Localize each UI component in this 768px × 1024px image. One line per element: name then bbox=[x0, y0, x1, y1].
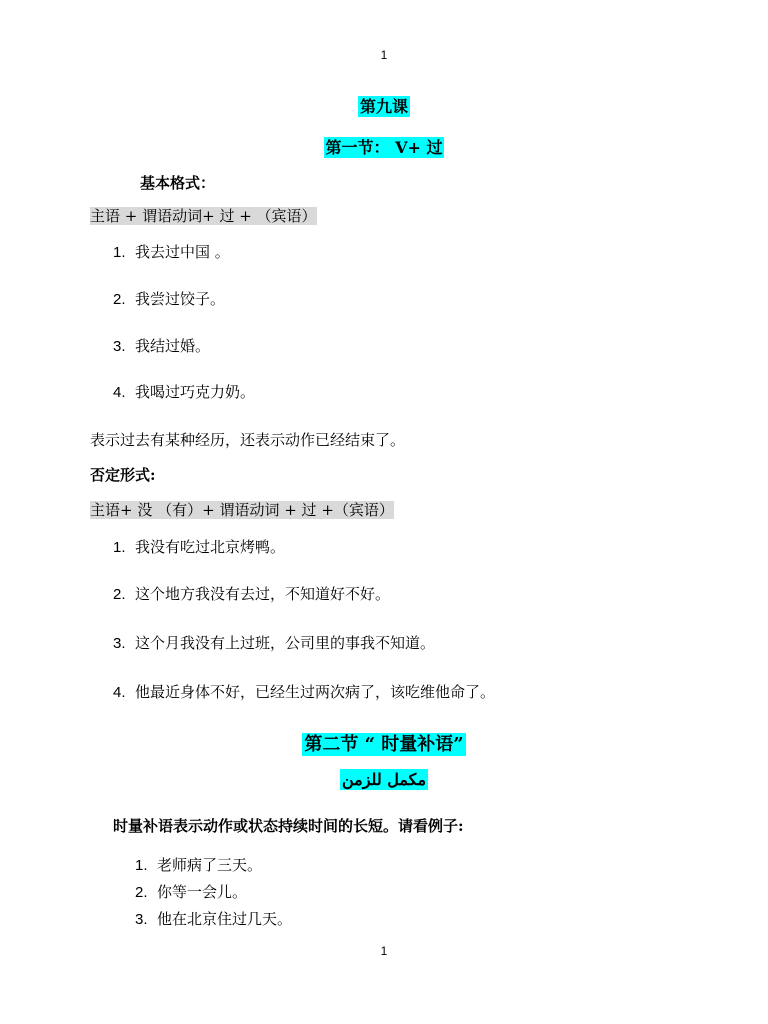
list-text: 你等一会儿。 bbox=[157, 883, 248, 901]
explanation: 表示过去有某种经历，还表示动作已经结束了。 bbox=[90, 431, 406, 449]
list-number: 2. bbox=[113, 291, 126, 308]
list-number: 1. bbox=[113, 539, 126, 556]
list-item bbox=[113, 381, 255, 402]
list-number: 2. bbox=[113, 586, 126, 603]
formula-text: 主语 + 谓语动词+ 过 + （宾语） bbox=[90, 207, 317, 225]
list-number: 4. bbox=[113, 384, 126, 401]
lesson-title bbox=[0, 94, 768, 117]
list-text: 我尝过饺子。 bbox=[135, 290, 226, 308]
list-number: 3. bbox=[135, 911, 148, 928]
formula bbox=[90, 205, 317, 226]
list-text: 我喝过巧克力奶。 bbox=[135, 383, 256, 401]
negative-formula bbox=[90, 499, 394, 520]
list-item bbox=[135, 854, 262, 875]
list-number: 3. bbox=[113, 635, 126, 652]
negative-formula-text: 主语+ 没 （有）+ 谓语动词 + 过 +（宾语） bbox=[90, 501, 394, 519]
list-number: 4. bbox=[113, 684, 126, 701]
list-number: 1. bbox=[113, 244, 126, 261]
list-text: 我结过婚。 bbox=[135, 337, 211, 355]
list-text: 我去过中国 。 bbox=[135, 243, 230, 261]
section2-intro: 时量补语表示动作或状态持续时间的长短。请看例子: bbox=[113, 817, 464, 835]
list-text: 这个月我没有上过班，公司里的事我不知道。 bbox=[135, 634, 436, 652]
arabic-subtitle-text: مكمل للزمن bbox=[341, 770, 427, 789]
lesson-title-text: 第九课 bbox=[359, 97, 408, 116]
page-number-top: 1 bbox=[380, 48, 388, 62]
list-item bbox=[113, 335, 210, 356]
list-text: 他最近身体不好，已经生过两次病了，该吃维他命了。 bbox=[135, 683, 496, 701]
list-number: 1. bbox=[135, 857, 148, 874]
list-item bbox=[113, 632, 435, 653]
list-item bbox=[113, 288, 225, 309]
list-item bbox=[113, 583, 390, 604]
section1-title bbox=[0, 135, 768, 158]
list-text: 我没有吃过北京烤鸭。 bbox=[135, 538, 286, 556]
list-number: 2. bbox=[135, 884, 148, 901]
list-item bbox=[135, 908, 292, 929]
negative-label: 否定形式: bbox=[90, 466, 156, 484]
list-item bbox=[113, 536, 285, 557]
list-text: 他在北京住过几天。 bbox=[157, 910, 293, 928]
section2-title bbox=[0, 730, 768, 756]
list-text: 这个地方我没有去过，不知道好不好。 bbox=[135, 585, 391, 603]
section2-title-text: 第二节 “ 时量补语” bbox=[304, 734, 464, 755]
list-text: 老师病了三天。 bbox=[157, 856, 263, 874]
page-number-bottom: 1 bbox=[380, 944, 388, 958]
list-number: 3. bbox=[113, 338, 126, 355]
list-item bbox=[113, 241, 230, 262]
list-item bbox=[135, 881, 247, 902]
arabic-subtitle bbox=[0, 770, 768, 789]
list-item bbox=[113, 681, 495, 702]
basic-format-label: 基本格式： bbox=[140, 174, 216, 192]
section1-title-text: 第一节： V+ 过 bbox=[325, 138, 443, 157]
